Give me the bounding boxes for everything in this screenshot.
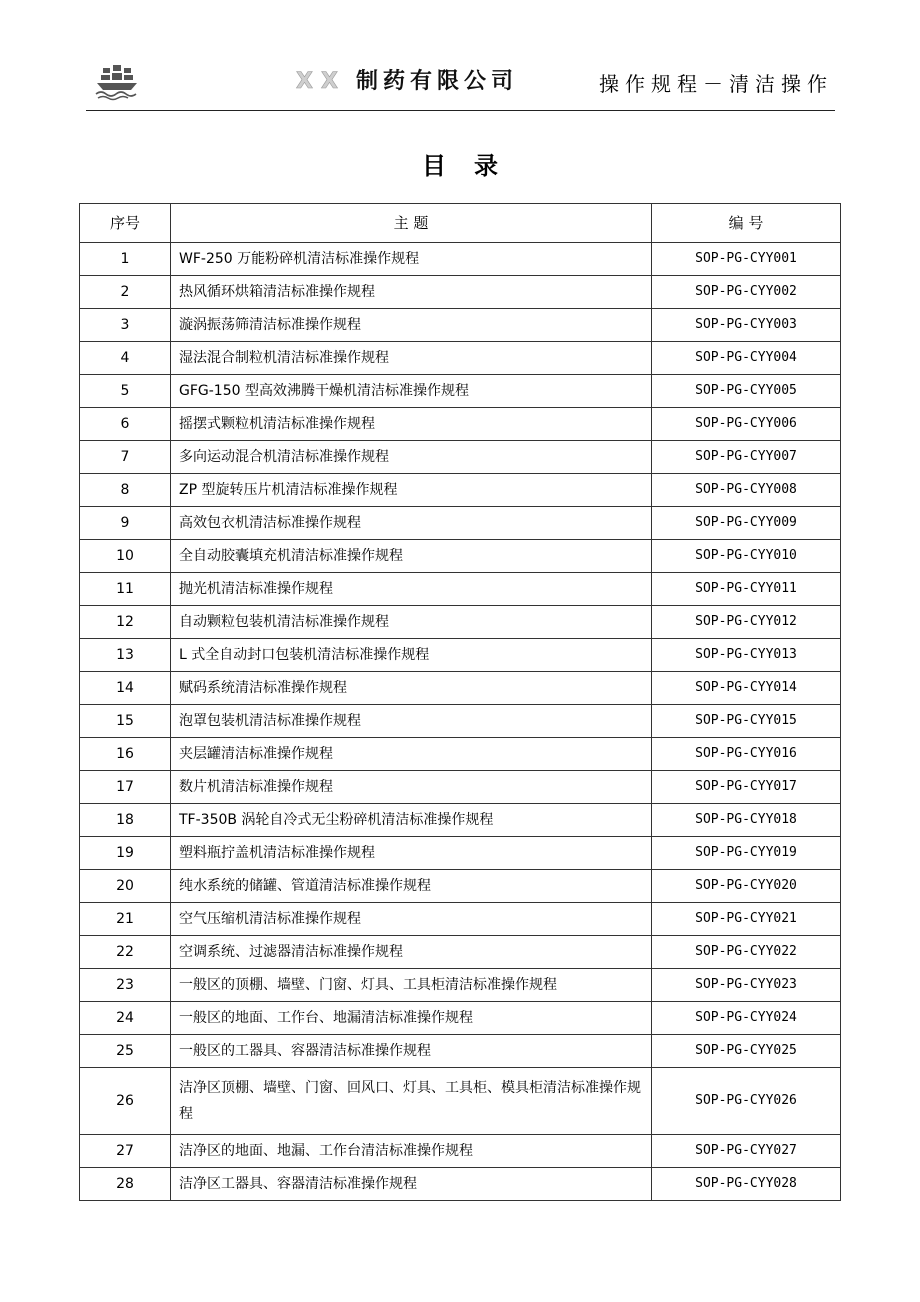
- row-code: SOP-PG-CYY001: [652, 243, 841, 276]
- table-row: [80, 837, 841, 870]
- row-no: 6: [80, 408, 171, 441]
- company-name: [296, 64, 518, 95]
- table-row: [80, 639, 841, 672]
- row-code: SOP-PG-CYY006: [652, 408, 841, 441]
- table-row: [80, 1035, 841, 1068]
- row-code: SOP-PG-CYY025: [652, 1035, 841, 1068]
- row-topic: 一般区的顶棚、墙壁、门窗、灯具、工具柜清洁标准操作规程: [171, 969, 652, 1002]
- row-topic: 赋码系统清洁标准操作规程: [171, 672, 652, 705]
- company-name-text: 制药有限公司: [355, 69, 518, 94]
- row-topic: 摇摆式颗粒机清洁标准操作规程: [171, 408, 652, 441]
- company-prefix: XX: [296, 69, 346, 94]
- table-row: [80, 1068, 841, 1135]
- row-code: SOP-PG-CYY003: [652, 309, 841, 342]
- row-topic: GFG-150 型高效沸腾干燥机清洁标准操作规程: [171, 375, 652, 408]
- table-row: [80, 573, 841, 606]
- row-topic: 漩涡振荡筛清洁标准操作规程: [171, 309, 652, 342]
- row-code: SOP-PG-CYY015: [652, 705, 841, 738]
- row-topic: 塑料瓶拧盖机清洁标准操作规程: [171, 837, 652, 870]
- row-code: SOP-PG-CYY012: [652, 606, 841, 639]
- row-code: SOP-PG-CYY023: [652, 969, 841, 1002]
- row-topic: 空气压缩机清洁标准操作规程: [171, 903, 652, 936]
- row-no: 23: [80, 969, 171, 1002]
- row-code: SOP-PG-CYY028: [652, 1168, 841, 1201]
- table-row: [80, 507, 841, 540]
- row-no: 8: [80, 474, 171, 507]
- row-no: 3: [80, 309, 171, 342]
- table-row: [80, 1135, 841, 1168]
- table-row: [80, 1002, 841, 1035]
- row-no: 11: [80, 573, 171, 606]
- row-no: 10: [80, 540, 171, 573]
- table-row: [80, 1168, 841, 1201]
- page-title: 目录: [422, 152, 526, 180]
- row-no: 22: [80, 936, 171, 969]
- row-code: SOP-PG-CYY026: [652, 1068, 841, 1135]
- row-code: SOP-PG-CYY021: [652, 903, 841, 936]
- row-code: SOP-PG-CYY019: [652, 837, 841, 870]
- row-no: 21: [80, 903, 171, 936]
- row-topic: 夹层罐清洁标准操作规程: [171, 738, 652, 771]
- row-no: 24: [80, 1002, 171, 1035]
- row-no: 19: [80, 837, 171, 870]
- sailing-ship-icon: [95, 62, 139, 102]
- table-row: [80, 540, 841, 573]
- row-no: 26: [80, 1068, 171, 1135]
- document-type: 操作规程－清洁操作: [599, 72, 833, 96]
- row-code: SOP-PG-CYY018: [652, 804, 841, 837]
- table-row: [80, 342, 841, 375]
- row-code: SOP-PG-CYY027: [652, 1135, 841, 1168]
- table-row: [80, 969, 841, 1002]
- row-no: 5: [80, 375, 171, 408]
- table-row: [80, 243, 841, 276]
- row-topic: 多向运动混合机清洁标准操作规程: [171, 441, 652, 474]
- row-code: SOP-PG-CYY017: [652, 771, 841, 804]
- table-header-row: [80, 204, 841, 243]
- row-no: 25: [80, 1035, 171, 1068]
- row-code: SOP-PG-CYY024: [652, 1002, 841, 1035]
- row-no: 13: [80, 639, 171, 672]
- row-no: 20: [80, 870, 171, 903]
- column-header-topic: 主 题: [171, 204, 652, 243]
- row-topic: 洁净区的地面、地漏、工作台清洁标准操作规程: [171, 1135, 652, 1168]
- row-topic: 纯水系统的储罐、管道清洁标准操作规程: [171, 870, 652, 903]
- row-code: SOP-PG-CYY014: [652, 672, 841, 705]
- row-no: 9: [80, 507, 171, 540]
- row-topic: 抛光机清洁标准操作规程: [171, 573, 652, 606]
- table-row: [80, 738, 841, 771]
- row-code: SOP-PG-CYY020: [652, 870, 841, 903]
- row-no: 16: [80, 738, 171, 771]
- row-no: 17: [80, 771, 171, 804]
- table-row: [80, 276, 841, 309]
- row-topic: 空调系统、过滤器清洁标准操作规程: [171, 936, 652, 969]
- row-topic: 一般区的地面、工作台、地漏清洁标准操作规程: [171, 1002, 652, 1035]
- row-no: 4: [80, 342, 171, 375]
- row-code: SOP-PG-CYY009: [652, 507, 841, 540]
- column-header-no: 序号: [80, 204, 171, 243]
- row-topic: L 式全自动封口包装机清洁标准操作规程: [171, 639, 652, 672]
- row-topic: 高效包衣机清洁标准操作规程: [171, 507, 652, 540]
- row-topic: 泡罩包装机清洁标准操作规程: [171, 705, 652, 738]
- row-topic: TF-350B 涡轮自冷式无尘粉碎机清洁标准操作规程: [171, 804, 652, 837]
- table-row: [80, 606, 841, 639]
- table-row: [80, 771, 841, 804]
- row-code: SOP-PG-CYY013: [652, 639, 841, 672]
- row-no: 15: [80, 705, 171, 738]
- table-row: [80, 408, 841, 441]
- table-row: [80, 375, 841, 408]
- row-code: SOP-PG-CYY016: [652, 738, 841, 771]
- row-no: 27: [80, 1135, 171, 1168]
- row-no: 2: [80, 276, 171, 309]
- table-row: [80, 441, 841, 474]
- row-topic: ZP 型旋转压片机清洁标准操作规程: [171, 474, 652, 507]
- table-row: [80, 804, 841, 837]
- table-row: [80, 903, 841, 936]
- row-topic: 湿法混合制粒机清洁标准操作规程: [171, 342, 652, 375]
- row-code: SOP-PG-CYY011: [652, 573, 841, 606]
- row-code: SOP-PG-CYY022: [652, 936, 841, 969]
- row-code: SOP-PG-CYY008: [652, 474, 841, 507]
- row-no: 12: [80, 606, 171, 639]
- row-topic: 热风循环烘箱清洁标准操作规程: [171, 276, 652, 309]
- row-code: SOP-PG-CYY004: [652, 342, 841, 375]
- row-topic: 一般区的工器具、容器清洁标准操作规程: [171, 1035, 652, 1068]
- row-topic: 数片机清洁标准操作规程: [171, 771, 652, 804]
- row-code: SOP-PG-CYY010: [652, 540, 841, 573]
- row-topic: 自动颗粒包装机清洁标准操作规程: [171, 606, 652, 639]
- table-row: [80, 309, 841, 342]
- row-no: 18: [80, 804, 171, 837]
- row-no: 14: [80, 672, 171, 705]
- row-no: 7: [80, 441, 171, 474]
- page-header: [86, 56, 835, 111]
- toc-body: [80, 243, 841, 1201]
- table-row: [80, 672, 841, 705]
- row-topic: 洁净区顶棚、墙壁、门窗、回风口、灯具、工具柜、模具柜清洁标准操作规程: [171, 1068, 652, 1135]
- toc-table: [79, 203, 841, 1201]
- table-row: [80, 870, 841, 903]
- row-no: 28: [80, 1168, 171, 1201]
- row-code: SOP-PG-CYY005: [652, 375, 841, 408]
- row-topic: 洁净区工器具、容器清洁标准操作规程: [171, 1168, 652, 1201]
- table-row: [80, 705, 841, 738]
- column-header-code: 编 号: [652, 204, 841, 243]
- row-code: SOP-PG-CYY002: [652, 276, 841, 309]
- table-row: [80, 936, 841, 969]
- row-code: SOP-PG-CYY007: [652, 441, 841, 474]
- table-row: [80, 474, 841, 507]
- row-no: 1: [80, 243, 171, 276]
- row-topic: WF-250 万能粉碎机清洁标准操作规程: [171, 243, 652, 276]
- row-topic: 全自动胶囊填充机清洁标准操作规程: [171, 540, 652, 573]
